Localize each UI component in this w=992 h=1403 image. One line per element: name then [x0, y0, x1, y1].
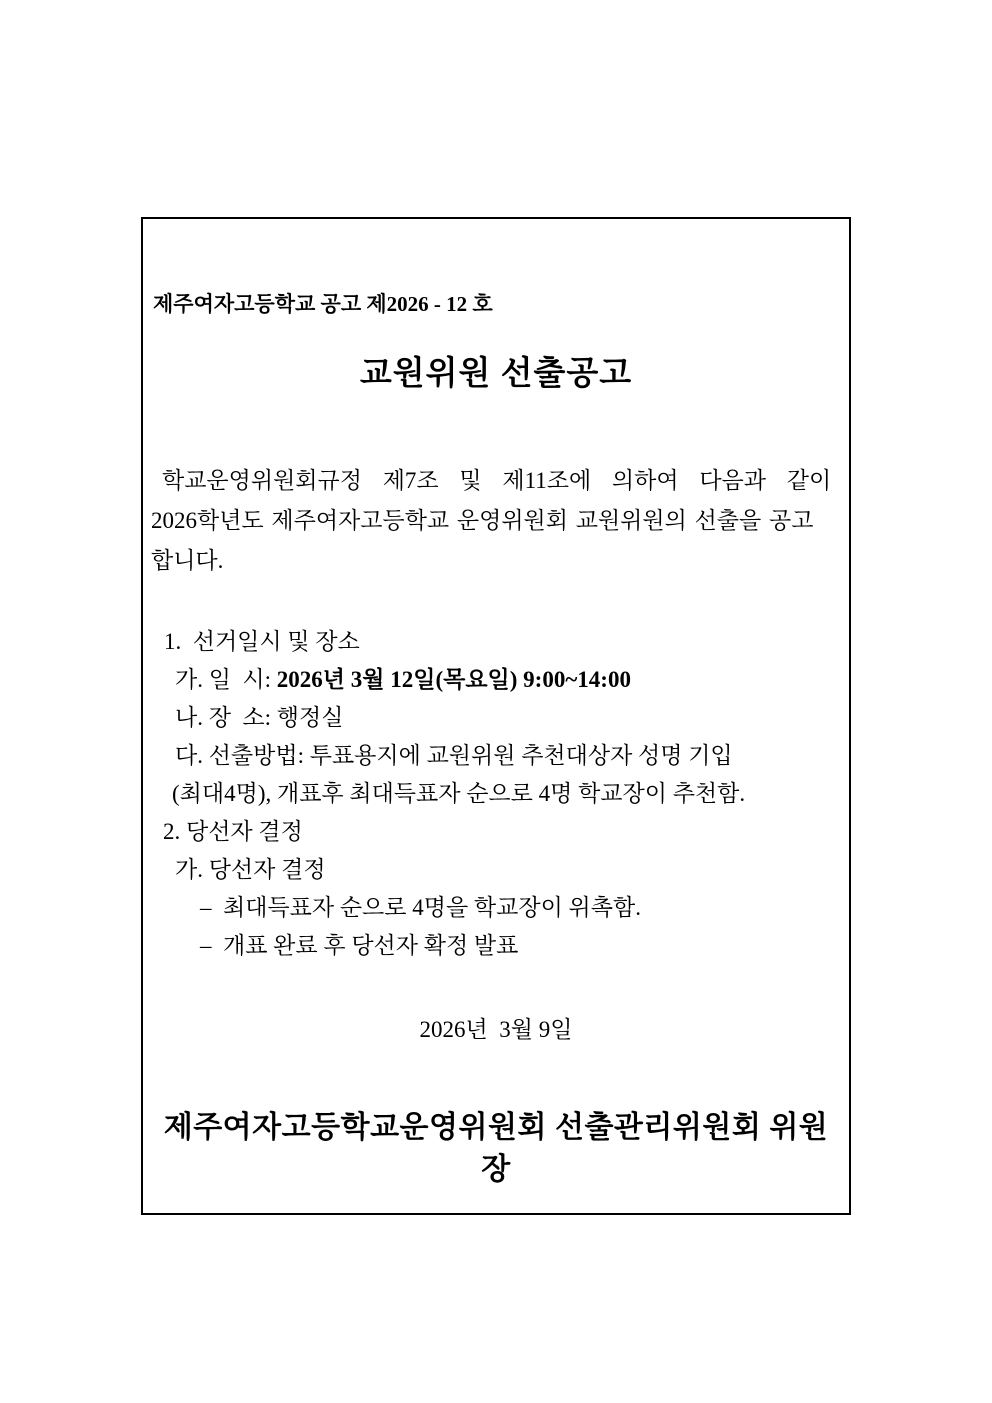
document-number: 제주여자고등학교 공고 제2026 - 12 호: [153, 292, 493, 316]
list-item-label: 가. 일 시:: [175, 667, 277, 692]
issue-date: 2026년 3월 9일: [419, 1017, 573, 1042]
list-item-winner-decision: 가. 당선자 결정: [175, 857, 326, 882]
document-title: 교원위원 선출공고: [359, 356, 633, 392]
list-item-place: 나. 장 소: 행정실: [175, 705, 344, 730]
intro-line: 합니다.: [151, 548, 224, 573]
announcement-list: [151, 623, 841, 965]
list-item-method-continued: (최대4명), 개표후 최대득표자 순으로 4명 학교장이 추천함.: [172, 781, 746, 806]
intro-line: 2026학년도 제주여자고등학교 운영위원회 교원위원의 선출을 공고: [151, 508, 814, 533]
list-item-election-datetime-heading: 1. 선거일시 및 장소: [164, 629, 360, 654]
signature: 제주여자고등학교운영위원회 선출관리위원회 위원장: [163, 1111, 829, 1186]
list-item-winner-decision-heading: 2. 당선자 결정: [163, 819, 303, 844]
list-item-announcement-rule: – 개표 완료 후 당선자 확정 발표: [200, 933, 519, 958]
list-item-date-time: [151, 661, 841, 699]
list-item-date-value: 2026년 3월 12일(목요일) 9:00~14:00: [276, 667, 631, 692]
list-item-winner-rule: – 최대득표자 순으로 4명을 학교장이 위촉함.: [200, 895, 641, 920]
document-border-box: [141, 217, 851, 1215]
intro-line: 학교운영위원회규정 제7조 및 제11조에 의하여 다음과 같이: [162, 468, 832, 493]
list-item-method: 다. 선출방법: 투표용지에 교원위원 추천대상자 성명 기입: [175, 743, 733, 768]
intro-paragraph: [151, 461, 841, 581]
